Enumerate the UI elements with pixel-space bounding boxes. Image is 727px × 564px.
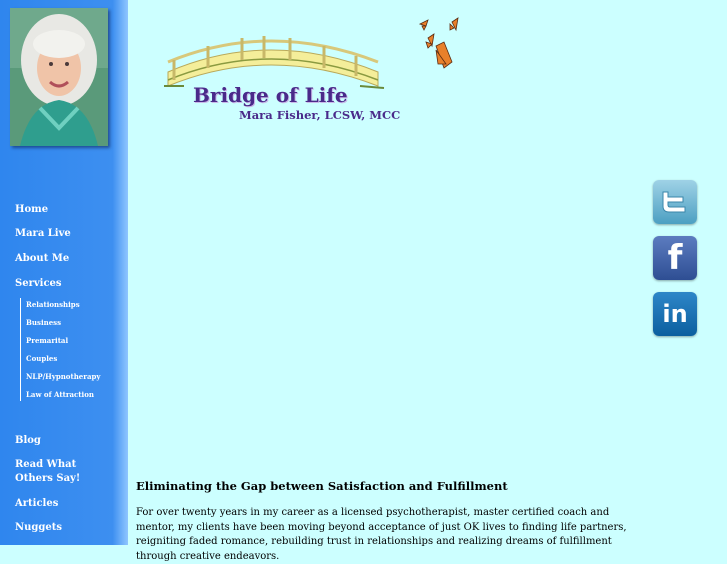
nav-item-articles[interactable]: Articles xyxy=(15,498,59,509)
main-paragraph: For over twenty years in my career as a licensed psychotherapist, master certified coach and mentor, my clients have been moving beyond acceptance of just OK lives to finding life partners, reigniting faded romance, rebuilding trust in relationships and realizing dreams of fulfillment through creative endeavors. xyxy=(136,507,627,562)
main-heading: Eliminating the Gap between Satisfaction and Fulfillment xyxy=(136,479,508,493)
nav-subitem-premarital[interactable]: Premarital xyxy=(26,336,69,345)
facebook-icon[interactable]: f xyxy=(653,236,697,280)
site-title: Bridge of Life xyxy=(193,83,348,107)
nav-subitem-couples[interactable]: Couples xyxy=(26,354,58,363)
nav-item-mara-live[interactable]: Mara Live xyxy=(15,228,71,239)
nav-subitem-law-of-attraction[interactable]: Law of Attraction xyxy=(26,390,94,399)
nav-item-services[interactable]: Services xyxy=(15,278,62,289)
site-subtitle: Mara Fisher, LCSW, MCC xyxy=(239,108,401,122)
twitter-icon[interactable] xyxy=(653,180,697,224)
linkedin-icon[interactable]: in xyxy=(653,292,697,336)
sidebar-nav xyxy=(0,0,128,545)
nav-item-blog[interactable]: Blog xyxy=(15,435,41,446)
nav-item-about-me[interactable]: About Me xyxy=(15,253,70,264)
services-submenu-line xyxy=(20,298,21,401)
butterflies-icon xyxy=(414,16,468,72)
nav-subitem-relationships[interactable]: Relationships xyxy=(26,300,80,309)
sidebar xyxy=(0,0,128,545)
nav-item-testimonials[interactable]: Read What Others Say! xyxy=(15,459,81,484)
nav-item-home[interactable]: Home xyxy=(15,204,49,215)
nav-subitem-nlp-hypnotherapy[interactable]: NLP/Hypnotherapy xyxy=(26,372,101,381)
nav-item-nuggets[interactable]: Nuggets xyxy=(15,522,63,533)
nav-subitem-business[interactable]: Business xyxy=(26,318,62,327)
